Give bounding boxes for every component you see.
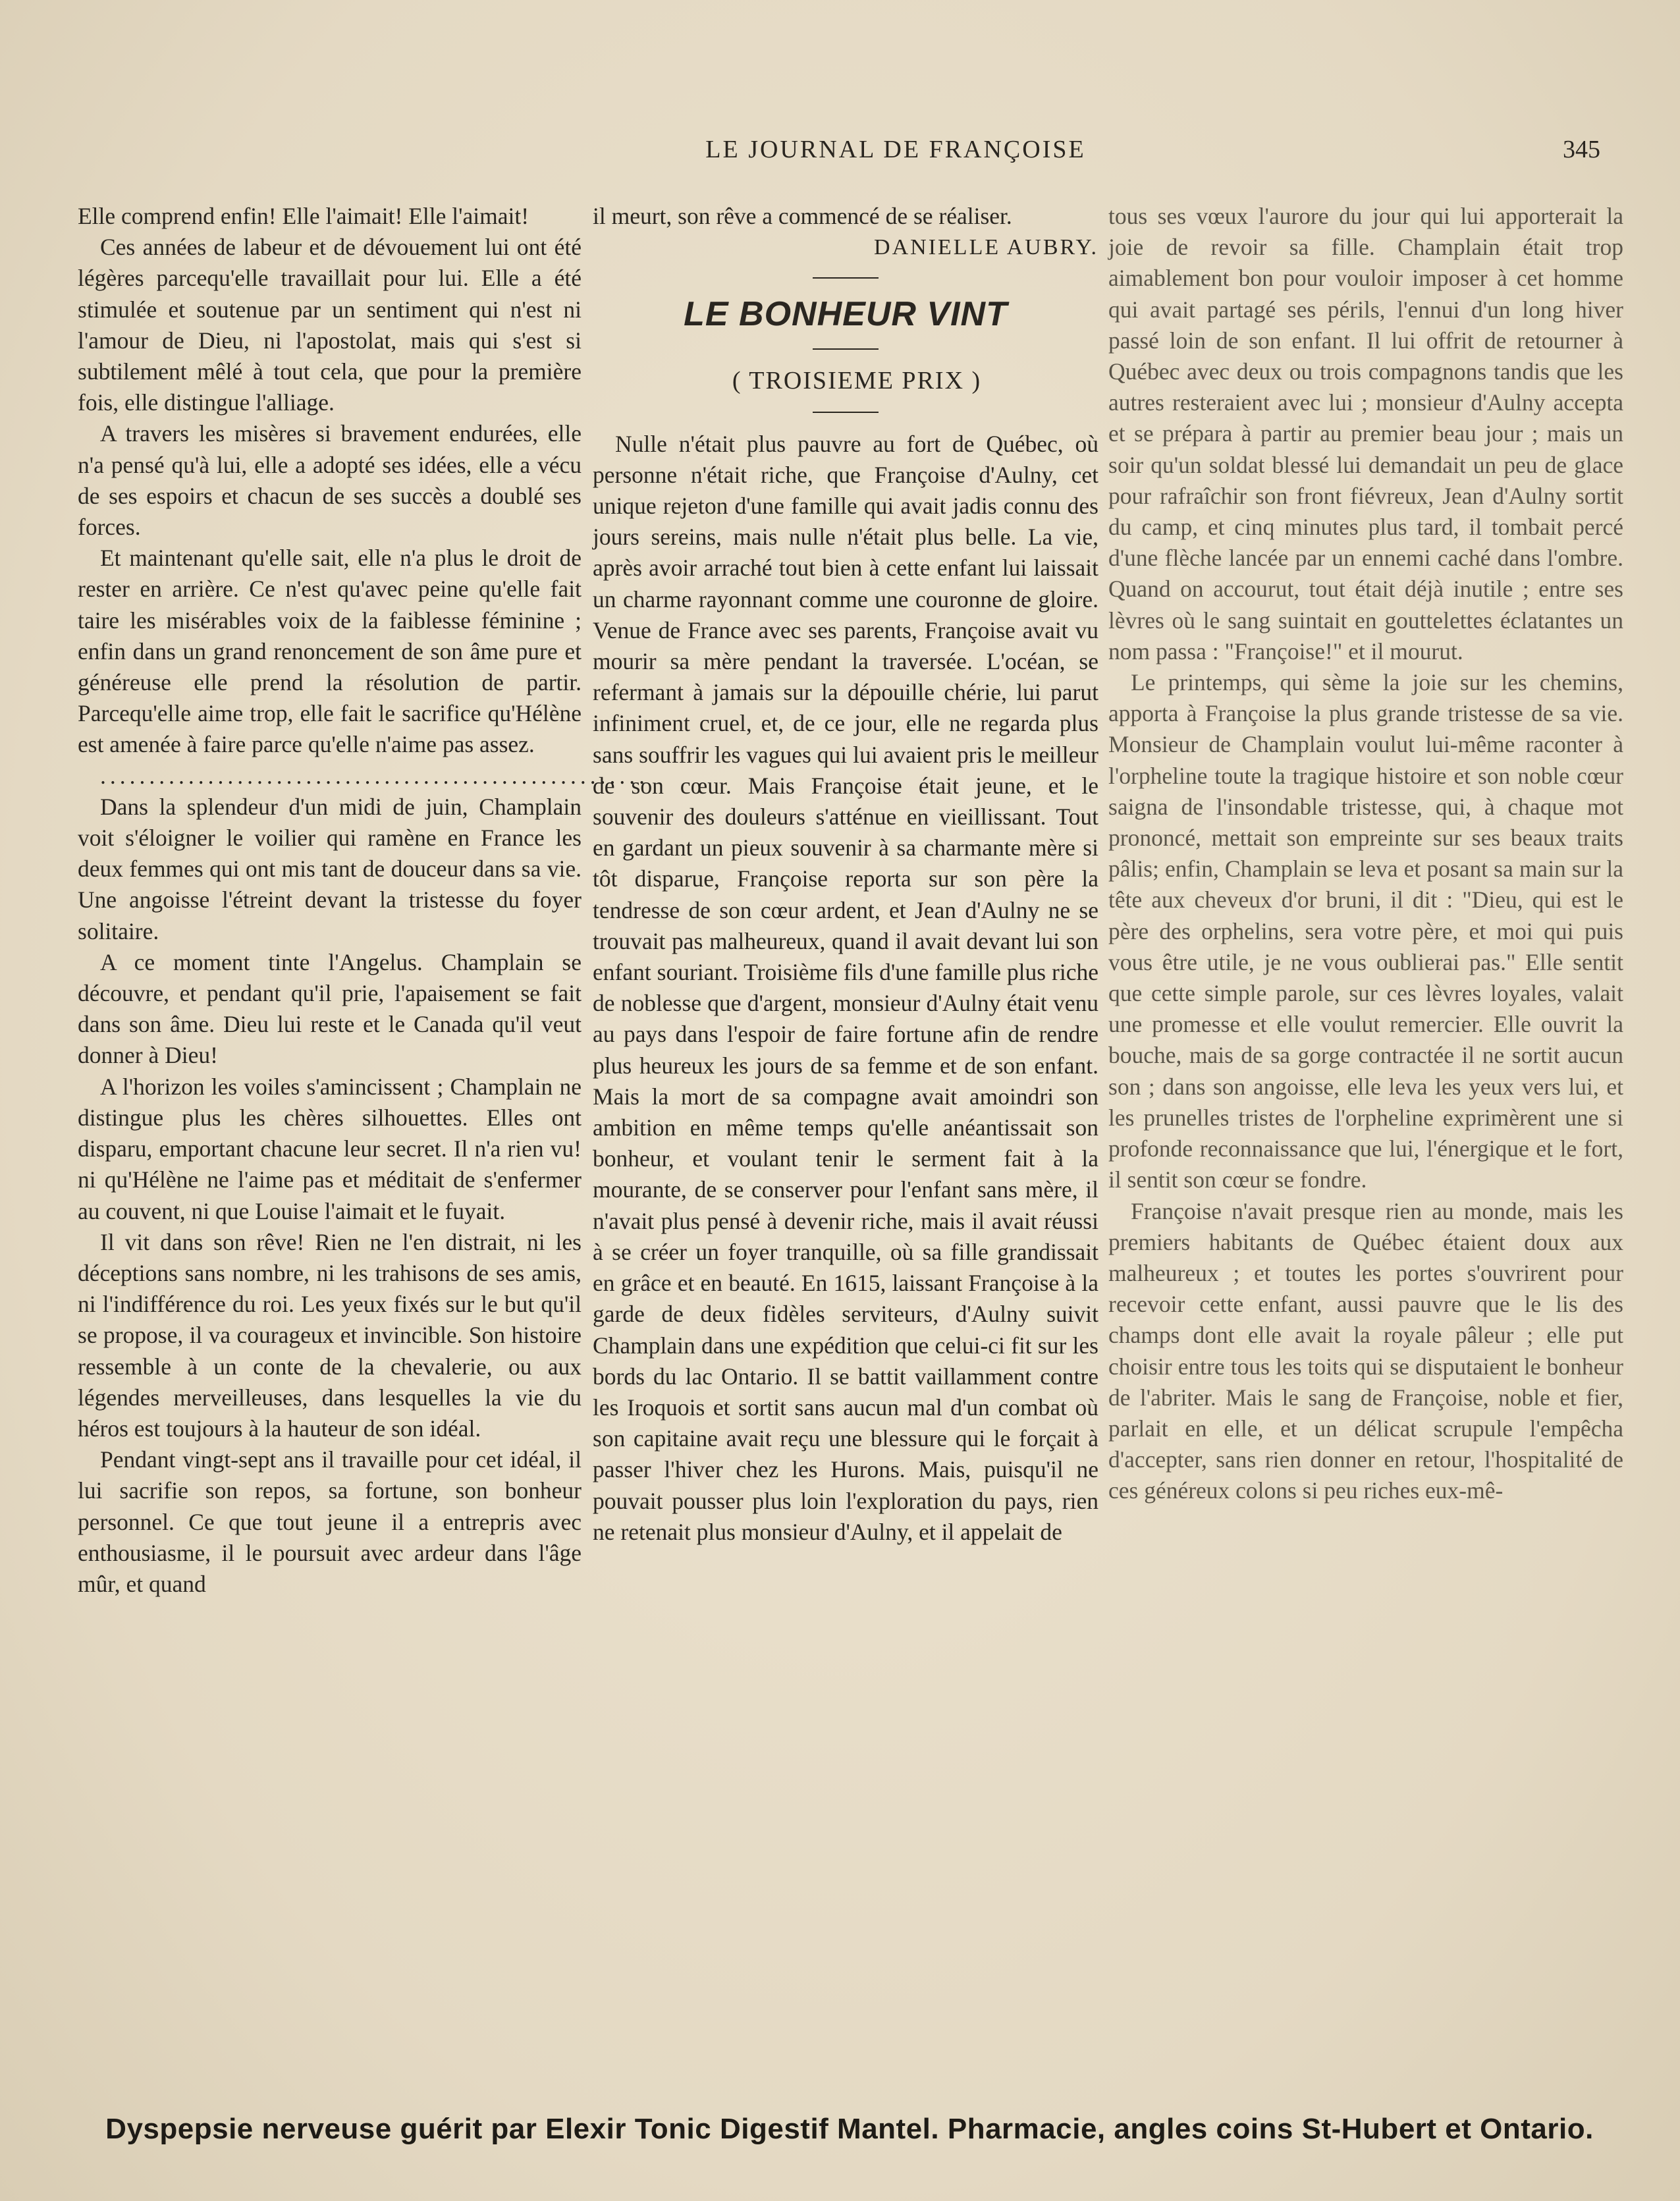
- paragraph: Nulle n'était plus pauvre au fort de Québec, où personne n'était riche, que Françoise d'Aulny, cet unique rejeton d'une famille qui avait jadis connu des jours sereins, mais nulle n'était plus belle. La vie, après avoir arraché tout bien à cette enfant lui laissait un charme rayonnant comme une couronne de gloire. Venue de France avec ses parents, Françoise avait vu mourir sa mère pendant la traversée. L'océan, se refermant à jamais sur la dépouille chérie, lui parut infiniment cruel, et, de ce jour, elle ne regarda plus sans souffrir les vagues qui lui avaient pris le meilleur de son cœur. Mais Françoise était jeune, et le souvenir des douleurs s'atténue en vieillissant. Tout en gardant un pieux souvenir à sa charmante mère si tôt disparue, Françoise reporta sur son père la tendresse de son cœur ardent, et Jean d'Aulny ne se trouvait pas malheureux, quand il avait devant lui son enfant souriant. Troisième fils d'une famille plus riche de noblesse que d'argent, monsieur d'Aulny était venu au pays dans l'espoir de faire fortune afin de rendre plus heureux les jours de sa femme et de son enfant. Mais la mort de sa compagne avait amoindri son ambition en même temps qu'elle anéantissait son bonheur, et voulant tenir le serment fait à la mourante, de se conserver pour l'enfant sans mère, il n'avait plus pensé à devenir riche, mais il avait réussi à se créer un foyer tranquille, où sa fille grandissait en grâce et en beauté. En 1615, laissant Françoise à la garde de deux fidèles serviteurs, d'Aulny suivit Champlain dans une expédition que celui-ci fit sur les bords du lac Ontario. Il se battit vaillamment contre les Iroquois et sortit sans aucun mal d'un combat où son capitaine avait reçu une blessure qui le forçait à passer l'hiver chez les Hurons. Mais, puisqu'il ne pouvait pousser plus loin l'exploration du pays, rien ne retenait plus monsieur d'Aulny, et il appelait de: [593, 430, 1098, 1545]
- text-column-1: [78, 201, 649, 2111]
- paragraph: Dans la splendeur d'un midi de juin, Champlain voit s'éloigner le voilier qui ramène en France les deux femmes qui ont mis tant de douceur dans sa vie. Une angoisse l'étreint devant la tristesse du foyer solitaire.: [78, 793, 582, 944]
- paragraph: A ce moment tinte l'Angelus. Champlain se découvre, et pendant qu'il prie, l'apaisement se fait dans son âme. Dieu lui reste et le Canada qu'il veut donner à Dieu!: [78, 948, 582, 1069]
- paragraph: Françoise n'avait presque rien au monde, mais les premiers habitants de Québec étaient doux aux malheureux ; et toutes les portes s'ouvrirent pour recevoir cette enfant, aussi pauvre que le lis des champs dont elle avait la royale pâleur ; elle put choisir entre tous les toits qui se disputaient le bonheur de l'abriter. Mais le sang de Françoise, noble et fier, parlait en elle, et un délicat scrupule l'empêcha d'accepter, sans rien donner en retour, l'hospitalité de ces généreux colons si peu riches eux-mê-: [1108, 1197, 1623, 1504]
- text-column-2: [593, 201, 1098, 2111]
- paragraph: A travers les misères si bravement endurées, elle n'a pensé qu'à lui, elle a adopté ses idées, elle a vécu de ses espoirs et chacun de ses succès a doublé ses forces.: [78, 420, 582, 541]
- paragraph: il meurt, son rêve a commencé de se réaliser.: [593, 203, 1012, 229]
- paragraph: Le printemps, qui sème la joie sur les chemins, apporta à Françoise la plus grande tristesse de sa vie. Monsieur de Champlain voulut lui-même raconter à l'orpheline toute la tragique histoire et son noble cœur saigna de l'insondable tristesse, qui, à chaque mot prononcé, mettait son empreinte sur ses beaux traits pâlis; enfin, Champlain se leva et posant sa main sur la tête aux cheveux d'or bruni, il dit : "Dieu, qui est le père des orphelins, sera votre père, et moi qui puis vous être utile, je ne vous oublierai pas." Elle sentit que cette simple parole, sur ces lèvres loyales, valait une promesse et elle voulut remercier. Elle ouvrit la bouche, mais de sa gorge contractée il ne sortit aucun son ; dans son angoisse, elle leva les yeux vers lui, et les prunelles tristes de l'orpheline exprimèrent une si profonde reconnaissance que lui, l'énergique et le fort, il sentit son cœur se fondre.: [1108, 669, 1623, 1193]
- paragraph: Pendant vingt-sept ans il travaille pour cet idéal, il lui sacrifie son repos, sa fortune, son bonheur personnel. Ce que tout jeune il a entrepris avec enthousiasme, il le poursuit avec ardeur dans l'âge mûr, et quand: [78, 1446, 582, 1597]
- paragraph: Il vit dans son rêve! Rien ne l'en distrait, ni les déceptions sans nombre, ni les trahisons de ses amis, ni l'indifférence du roi. Les yeux fixés sur le but qu'il se propose, il va courageux et invincible. Son histoire ressemble à un conte de la chevalerie, ou aux légendes merveilleuses, dans lesquelles la vie du héros est toujours à la hauteur de son idéal.: [78, 1228, 582, 1442]
- prize-subtitle: ( TROISIEME PRIX ): [732, 367, 982, 395]
- article-title: LE BONHEUR VINT: [684, 295, 1008, 334]
- author-signature: DANIELLE AUBRY.: [874, 235, 1098, 260]
- paragraph: Ces années de labeur et de dévouement lui ont été légères parcequ'elle travaillait pour lui. Elle a été stimulée et soutenue par un sentiment qui n'est ni l'amour de Dieu, ni l'apostolat, mais qui s'est si subtilement mêlé à tout cela, que pour la première fois, elle distingue l'alliage.: [78, 234, 582, 416]
- section-break-dots: ........................................................: [100, 762, 649, 789]
- footer-advertisement: Dyspepsie nerveuse guérit par Elexir Tonic Digestif Mantel. Pharmacie, angles coins St-Hubert et Ontario.: [105, 2113, 1594, 2145]
- page-header: [99, 135, 1600, 175]
- divider-rule: [813, 348, 879, 350]
- page-number: 345: [1563, 136, 1600, 163]
- running-title: LE JOURNAL DE FRANÇOISE: [705, 136, 1086, 163]
- paragraph: A l'horizon les voiles s'amincissent ; Champlain ne distingue plus les chères silhouettes. Elles ont disparu, emportant chacune leur secret. Il n'a rien vu! ni qu'Hélène ne l'aime pas et méditait de s'enfermer au couvent, ni que Louise l'aimait et le fuyait.: [78, 1073, 582, 1224]
- paragraph: Elle comprend enfin! Elle l'aimait! Elle l'aimait!: [78, 203, 529, 229]
- paragraph: tous ses vœux l'aurore du jour qui lui apporterait la joie de revoir sa fille. Champlain était trop aimablement bon pour vouloir imposer à cet homme qui avait partagé ses périls, l'ennui d'un long hiver passé loin de son enfant. Il lui offrit de retourner à Québec avec deux ou trois compagnons tandis que les autres resteraient avec lui ; monsieur d'Aulny accepta et se prépara à partir au premier beau jour ; mais un soir qu'un soldat blessé lui demandait un peu de glace pour rafraîchir son front fiévreux, Jean d'Aulny sortit du camp, et cinq minutes plus tard, il tombait percé d'une flèche lancée par un ennemi caché dans l'ombre. Quand on accourut, tout était déjà inutile ; entre ses lèvres où le sang suintait en gouttelettes éclatantes un nom passa : "Françoise!" et il mourut.: [1108, 203, 1623, 665]
- text-column-3: [1108, 201, 1623, 2111]
- paragraph: Et maintenant qu'elle sait, elle n'a plus le droit de rester en arrière. Ce n'est qu'avec peine qu'elle fait taire les misérables voix de la faiblesse féminine ; enfin dans un grand renoncement de son âme pure et généreuse elle prend la résolution de partir. Parcequ'elle aime trop, elle fait le sacrifice qu'Hélène est amenée à faire parce qu'elle n'aime pas assez.: [78, 545, 582, 758]
- divider-rule: [813, 412, 879, 413]
- divider-rule: [813, 277, 879, 279]
